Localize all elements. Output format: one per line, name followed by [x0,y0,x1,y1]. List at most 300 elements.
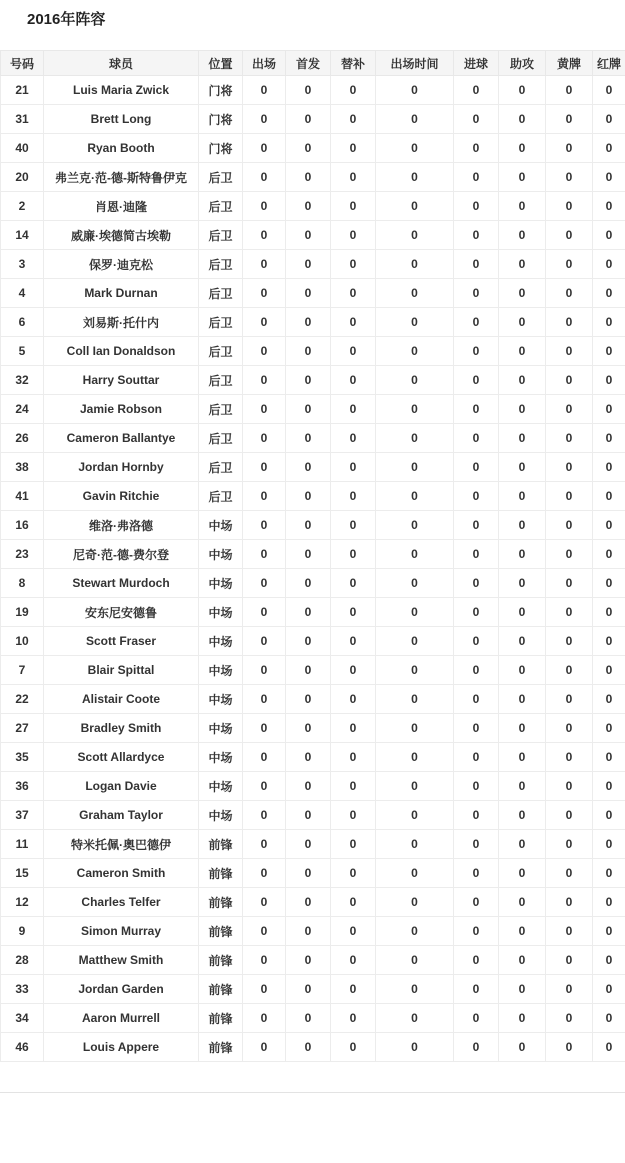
section-divider [0,1092,625,1093]
player-number-cell: 4 [1,279,44,308]
stat-subs-cell: 0 [331,511,376,540]
player-number-cell: 34 [1,1004,44,1033]
player-row [1,337,625,366]
player-row [1,105,625,134]
stat-starts-cell: 0 [286,250,331,279]
position-cell: 中场 [199,714,243,743]
player-name-cell: Louis Appere [44,1033,199,1062]
position-cell: 中场 [199,656,243,685]
position-cell: 前锋 [199,859,243,888]
stat-starts-cell: 0 [286,540,331,569]
stat-subs-cell: 0 [331,395,376,424]
stat-starts-cell: 0 [286,105,331,134]
stat-minutes-cell: 0 [376,946,454,975]
player-row [1,656,625,685]
stat-assists-cell: 0 [499,1033,546,1062]
position-cell: 后卫 [199,163,243,192]
player-number-cell: 37 [1,801,44,830]
stat-subs-cell: 0 [331,134,376,163]
player-row [1,714,625,743]
stat-appearances-cell: 0 [243,569,286,598]
player-name-cell: Matthew Smith [44,946,199,975]
stat-appearances-cell: 0 [243,76,286,105]
stat-yellow-cards-cell: 0 [546,134,593,163]
player-name-cell: Scott Allardyce [44,743,199,772]
stat-assists-cell: 0 [499,250,546,279]
player-number-cell: 9 [1,917,44,946]
stat-appearances-cell: 0 [243,1004,286,1033]
stat-minutes-cell: 0 [376,105,454,134]
stat-assists-cell: 0 [499,859,546,888]
player-row [1,1033,625,1062]
stat-subs-cell: 0 [331,424,376,453]
player-number-cell: 38 [1,453,44,482]
stat-starts-cell: 0 [286,627,331,656]
player-number-cell: 41 [1,482,44,511]
column-header-position: 位置 [199,51,243,76]
stat-yellow-cards-cell: 0 [546,453,593,482]
stat-goals-cell: 0 [454,279,499,308]
stat-goals-cell: 0 [454,598,499,627]
player-name-cell: Bradley Smith [44,714,199,743]
stat-minutes-cell: 0 [376,975,454,1004]
player-row [1,685,625,714]
stat-starts-cell: 0 [286,917,331,946]
stat-appearances-cell: 0 [243,888,286,917]
column-header-minutes: 出场时间 [376,51,454,76]
stat-assists-cell: 0 [499,105,546,134]
player-row [1,627,625,656]
stat-yellow-cards-cell: 0 [546,569,593,598]
stat-subs-cell: 0 [331,714,376,743]
stat-starts-cell: 0 [286,482,331,511]
player-number-cell: 23 [1,540,44,569]
player-name-cell: 特米托佩·奥巴德伊 [44,830,199,859]
stat-appearances-cell: 0 [243,656,286,685]
player-number-cell: 12 [1,888,44,917]
stat-assists-cell: 0 [499,424,546,453]
player-number-cell: 16 [1,511,44,540]
player-row [1,859,625,888]
player-number-cell: 7 [1,656,44,685]
stat-appearances-cell: 0 [243,830,286,859]
stat-appearances-cell: 0 [243,1033,286,1062]
stat-yellow-cards-cell: 0 [546,105,593,134]
stat-appearances-cell: 0 [243,424,286,453]
stat-goals-cell: 0 [454,105,499,134]
stat-starts-cell: 0 [286,830,331,859]
stat-yellow-cards-cell: 0 [546,279,593,308]
position-cell: 门将 [199,76,243,105]
stat-yellow-cards-cell: 0 [546,743,593,772]
stat-yellow-cards-cell: 0 [546,859,593,888]
column-header-player: 球员 [44,51,199,76]
player-row [1,917,625,946]
stat-appearances-cell: 0 [243,946,286,975]
stat-red-cards-cell: 0 [593,714,625,743]
stat-red-cards-cell: 0 [593,917,625,946]
player-name-cell: Simon Murray [44,917,199,946]
player-number-cell: 36 [1,772,44,801]
stat-yellow-cards-cell: 0 [546,917,593,946]
stat-assists-cell: 0 [499,772,546,801]
stat-subs-cell: 0 [331,917,376,946]
player-row [1,76,625,105]
stat-assists-cell: 0 [499,801,546,830]
player-number-cell: 26 [1,424,44,453]
stat-red-cards-cell: 0 [593,163,625,192]
stat-subs-cell: 0 [331,337,376,366]
stat-goals-cell: 0 [454,656,499,685]
position-cell: 后卫 [199,221,243,250]
stat-red-cards-cell: 0 [593,946,625,975]
stat-subs-cell: 0 [331,221,376,250]
stat-appearances-cell: 0 [243,250,286,279]
stat-assists-cell: 0 [499,627,546,656]
stat-yellow-cards-cell: 0 [546,975,593,1004]
stat-subs-cell: 0 [331,946,376,975]
player-number-cell: 3 [1,250,44,279]
position-cell: 后卫 [199,308,243,337]
stat-goals-cell: 0 [454,830,499,859]
stat-appearances-cell: 0 [243,540,286,569]
stat-subs-cell: 0 [331,888,376,917]
player-row [1,221,625,250]
stat-goals-cell: 0 [454,685,499,714]
stat-red-cards-cell: 0 [593,337,625,366]
stat-appearances-cell: 0 [243,743,286,772]
position-cell: 前锋 [199,1033,243,1062]
position-cell: 前锋 [199,888,243,917]
stat-minutes-cell: 0 [376,250,454,279]
stat-yellow-cards-cell: 0 [546,772,593,801]
stat-red-cards-cell: 0 [593,453,625,482]
stat-subs-cell: 0 [331,163,376,192]
player-name-cell: Aaron Murrell [44,1004,199,1033]
stat-appearances-cell: 0 [243,453,286,482]
player-name-cell: 刘易斯·托什内 [44,308,199,337]
column-header-goals: 进球 [454,51,499,76]
stat-starts-cell: 0 [286,134,331,163]
stat-assists-cell: 0 [499,540,546,569]
player-number-cell: 40 [1,134,44,163]
stat-yellow-cards-cell: 0 [546,221,593,250]
stat-red-cards-cell: 0 [593,830,625,859]
stat-red-cards-cell: 0 [593,192,625,221]
stat-appearances-cell: 0 [243,395,286,424]
player-row [1,569,625,598]
stat-assists-cell: 0 [499,134,546,163]
stat-yellow-cards-cell: 0 [546,598,593,627]
player-name-cell: Charles Telfer [44,888,199,917]
player-row [1,163,625,192]
stat-appearances-cell: 0 [243,772,286,801]
stat-appearances-cell: 0 [243,627,286,656]
player-number-cell: 19 [1,598,44,627]
stat-goals-cell: 0 [454,714,499,743]
stat-starts-cell: 0 [286,772,331,801]
column-header-starts: 首发 [286,51,331,76]
player-number-cell: 6 [1,308,44,337]
stat-red-cards-cell: 0 [593,772,625,801]
stat-yellow-cards-cell: 0 [546,250,593,279]
stat-goals-cell: 0 [454,337,499,366]
stat-minutes-cell: 0 [376,395,454,424]
player-name-cell: Cameron Smith [44,859,199,888]
squad-table [0,50,625,1062]
stat-assists-cell: 0 [499,163,546,192]
stat-red-cards-cell: 0 [593,482,625,511]
stat-assists-cell: 0 [499,975,546,1004]
stat-yellow-cards-cell: 0 [546,395,593,424]
stat-starts-cell: 0 [286,656,331,685]
stat-minutes-cell: 0 [376,743,454,772]
stat-red-cards-cell: 0 [593,859,625,888]
column-header-red-cards: 红牌 [593,51,625,76]
stat-subs-cell: 0 [331,1033,376,1062]
stat-goals-cell: 0 [454,975,499,1004]
player-row [1,888,625,917]
position-cell: 中场 [199,627,243,656]
stat-yellow-cards-cell: 0 [546,366,593,395]
stat-minutes-cell: 0 [376,163,454,192]
player-number-cell: 11 [1,830,44,859]
stat-assists-cell: 0 [499,743,546,772]
stat-minutes-cell: 0 [376,598,454,627]
stat-goals-cell: 0 [454,221,499,250]
stat-yellow-cards-cell: 0 [546,714,593,743]
player-number-cell: 8 [1,569,44,598]
stat-subs-cell: 0 [331,192,376,221]
position-cell: 后卫 [199,482,243,511]
stat-red-cards-cell: 0 [593,308,625,337]
stat-yellow-cards-cell: 0 [546,308,593,337]
stat-subs-cell: 0 [331,308,376,337]
stat-starts-cell: 0 [286,366,331,395]
stat-subs-cell: 0 [331,482,376,511]
stat-assists-cell: 0 [499,366,546,395]
position-cell: 中场 [199,511,243,540]
column-header-appearances: 出场 [243,51,286,76]
player-row [1,1004,625,1033]
stat-goals-cell: 0 [454,627,499,656]
player-name-cell: Gavin Ritchie [44,482,199,511]
stat-goals-cell: 0 [454,134,499,163]
stat-yellow-cards-cell: 0 [546,163,593,192]
stat-goals-cell: 0 [454,888,499,917]
stat-yellow-cards-cell: 0 [546,337,593,366]
stat-goals-cell: 0 [454,250,499,279]
player-name-cell: Luis Maria Zwick [44,76,199,105]
stat-minutes-cell: 0 [376,279,454,308]
stat-red-cards-cell: 0 [593,250,625,279]
stat-starts-cell: 0 [286,859,331,888]
stat-red-cards-cell: 0 [593,1033,625,1062]
stat-red-cards-cell: 0 [593,598,625,627]
stat-goals-cell: 0 [454,859,499,888]
stat-minutes-cell: 0 [376,337,454,366]
player-row [1,279,625,308]
player-row [1,395,625,424]
stat-red-cards-cell: 0 [593,424,625,453]
stat-yellow-cards-cell: 0 [546,482,593,511]
stat-subs-cell: 0 [331,105,376,134]
player-number-cell: 20 [1,163,44,192]
stat-red-cards-cell: 0 [593,801,625,830]
stat-red-cards-cell: 0 [593,105,625,134]
stat-subs-cell: 0 [331,656,376,685]
stat-assists-cell: 0 [499,888,546,917]
stat-goals-cell: 0 [454,1033,499,1062]
position-cell: 后卫 [199,395,243,424]
stat-goals-cell: 0 [454,511,499,540]
stat-minutes-cell: 0 [376,540,454,569]
stat-starts-cell: 0 [286,1033,331,1062]
stat-red-cards-cell: 0 [593,685,625,714]
stat-minutes-cell: 0 [376,656,454,685]
stat-red-cards-cell: 0 [593,656,625,685]
column-header-yellow-cards: 黄牌 [546,51,593,76]
stat-minutes-cell: 0 [376,308,454,337]
player-row [1,743,625,772]
stat-starts-cell: 0 [286,801,331,830]
stat-starts-cell: 0 [286,76,331,105]
player-number-cell: 21 [1,76,44,105]
player-name-cell: Logan Davie [44,772,199,801]
position-cell: 后卫 [199,192,243,221]
position-cell: 前锋 [199,946,243,975]
stat-starts-cell: 0 [286,946,331,975]
stat-assists-cell: 0 [499,279,546,308]
player-name-cell: Jamie Robson [44,395,199,424]
stat-appearances-cell: 0 [243,598,286,627]
player-name-cell: 保罗·迪克松 [44,250,199,279]
player-number-cell: 27 [1,714,44,743]
player-name-cell: Harry Souttar [44,366,199,395]
player-name-cell: Ryan Booth [44,134,199,163]
player-row [1,540,625,569]
column-header-number: 号码 [1,51,44,76]
stat-goals-cell: 0 [454,801,499,830]
stat-yellow-cards-cell: 0 [546,192,593,221]
position-cell: 后卫 [199,453,243,482]
player-number-cell: 35 [1,743,44,772]
player-row [1,598,625,627]
player-name-cell: Jordan Hornby [44,453,199,482]
stat-assists-cell: 0 [499,192,546,221]
player-number-cell: 33 [1,975,44,1004]
stat-appearances-cell: 0 [243,714,286,743]
stat-assists-cell: 0 [499,946,546,975]
stat-goals-cell: 0 [454,743,499,772]
player-name-cell: Scott Fraser [44,627,199,656]
player-number-cell: 5 [1,337,44,366]
stat-subs-cell: 0 [331,453,376,482]
stat-yellow-cards-cell: 0 [546,830,593,859]
player-row [1,134,625,163]
stat-appearances-cell: 0 [243,134,286,163]
stat-assists-cell: 0 [499,395,546,424]
column-header-assists: 助攻 [499,51,546,76]
player-row [1,511,625,540]
stat-minutes-cell: 0 [376,424,454,453]
stat-goals-cell: 0 [454,366,499,395]
position-cell: 中场 [199,685,243,714]
stat-red-cards-cell: 0 [593,1004,625,1033]
player-row [1,772,625,801]
stat-minutes-cell: 0 [376,1033,454,1062]
stat-goals-cell: 0 [454,424,499,453]
position-cell: 后卫 [199,424,243,453]
position-cell: 中场 [199,743,243,772]
player-name-cell: Coll Ian Donaldson [44,337,199,366]
position-cell: 中场 [199,569,243,598]
stat-goals-cell: 0 [454,395,499,424]
stat-yellow-cards-cell: 0 [546,1033,593,1062]
stat-subs-cell: 0 [331,975,376,1004]
position-cell: 前锋 [199,917,243,946]
stat-subs-cell: 0 [331,859,376,888]
stat-starts-cell: 0 [286,453,331,482]
position-cell: 后卫 [199,366,243,395]
stat-appearances-cell: 0 [243,366,286,395]
stat-red-cards-cell: 0 [593,743,625,772]
stat-subs-cell: 0 [331,1004,376,1033]
stat-starts-cell: 0 [286,569,331,598]
stat-minutes-cell: 0 [376,830,454,859]
stat-goals-cell: 0 [454,76,499,105]
stat-subs-cell: 0 [331,772,376,801]
stat-minutes-cell: 0 [376,221,454,250]
stat-starts-cell: 0 [286,337,331,366]
player-number-cell: 28 [1,946,44,975]
stat-yellow-cards-cell: 0 [546,685,593,714]
stat-starts-cell: 0 [286,975,331,1004]
stat-red-cards-cell: 0 [593,975,625,1004]
stat-minutes-cell: 0 [376,511,454,540]
stat-goals-cell: 0 [454,192,499,221]
stat-yellow-cards-cell: 0 [546,424,593,453]
stat-goals-cell: 0 [454,540,499,569]
stat-minutes-cell: 0 [376,859,454,888]
position-cell: 中场 [199,540,243,569]
stat-subs-cell: 0 [331,279,376,308]
player-row [1,946,625,975]
stat-minutes-cell: 0 [376,192,454,221]
player-name-cell: 肖恩·迪隆 [44,192,199,221]
stat-goals-cell: 0 [454,482,499,511]
page-title: 2016年阵容 [27,11,106,28]
player-name-cell: Mark Durnan [44,279,199,308]
player-name-cell: 尼奇·范-德-费尔登 [44,540,199,569]
player-row [1,250,625,279]
player-row [1,424,625,453]
stat-red-cards-cell: 0 [593,888,625,917]
player-row [1,308,625,337]
player-row [1,801,625,830]
player-name-cell: Jordan Garden [44,975,199,1004]
stat-yellow-cards-cell: 0 [546,76,593,105]
stat-starts-cell: 0 [286,685,331,714]
stat-appearances-cell: 0 [243,482,286,511]
stat-red-cards-cell: 0 [593,279,625,308]
stat-starts-cell: 0 [286,308,331,337]
stat-minutes-cell: 0 [376,801,454,830]
stat-red-cards-cell: 0 [593,221,625,250]
player-number-cell: 10 [1,627,44,656]
stat-appearances-cell: 0 [243,801,286,830]
player-number-cell: 2 [1,192,44,221]
